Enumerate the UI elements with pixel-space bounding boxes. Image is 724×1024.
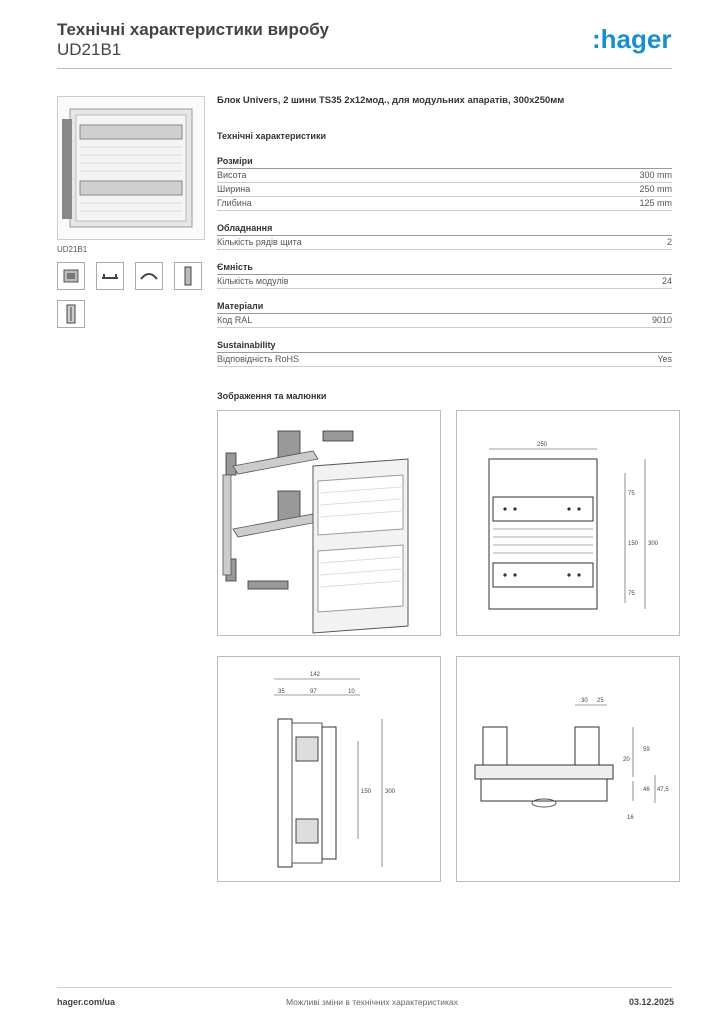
dim-height: 300 — [648, 541, 659, 547]
rail-drawing-icon — [457, 657, 679, 881]
hager-logo — [592, 24, 674, 56]
dim-b: 25 — [597, 698, 604, 704]
spec-row: Код RAL 9010 — [217, 314, 672, 328]
spec-row: Глибина 125 mm — [217, 197, 672, 211]
spec-row: Кількість рядів щита 2 — [217, 236, 672, 250]
side-profile-icon — [175, 263, 201, 289]
spec-row: Відповідність RoHS Yes — [217, 353, 672, 367]
footer-date: 03.12.2025 — [629, 997, 675, 1007]
depth-profile-icon — [58, 301, 84, 327]
dim-a: 35 — [278, 689, 285, 695]
spec-group-title: Розміри — [217, 156, 672, 169]
dim-depth: 142 — [310, 672, 321, 678]
spec-row: Кількість модулів 24 — [217, 275, 672, 289]
dim-height: 300 — [385, 789, 396, 795]
bracket-icon — [97, 263, 123, 289]
dim-mid: 150 — [361, 789, 372, 795]
page-title: Технічні характеристики виробу — [57, 20, 329, 39]
dim-c: 10 — [348, 689, 355, 695]
dim-h5: 16 — [627, 815, 634, 821]
footer-divider — [57, 987, 672, 988]
gallery-thumb-2[interactable] — [96, 262, 124, 290]
product-photo-icon — [58, 97, 204, 239]
spec-group-sustainability — [217, 340, 672, 367]
gallery-thumb-4[interactable] — [174, 262, 202, 290]
dim-h4: 47,5 — [657, 787, 669, 793]
product-code: UD21B1 — [57, 40, 122, 59]
dim-a: 30 — [581, 698, 588, 704]
logo-text: :hager — [592, 24, 672, 54]
side-drawing-icon — [218, 657, 440, 881]
thumb-caption: UD21B1 — [57, 245, 88, 254]
exploded-view-icon — [218, 411, 440, 635]
rail-icon — [58, 263, 84, 289]
gallery-thumb-1[interactable] — [57, 262, 85, 290]
dim-bottom: 75 — [628, 591, 635, 597]
dim-mid: 150 — [628, 541, 639, 547]
header-divider — [57, 68, 672, 69]
spec-row: Ширина 250 mm — [217, 183, 672, 197]
footer-website[interactable]: hager.com/ua — [57, 997, 116, 1007]
dim-width: 250 — [537, 442, 548, 448]
dim-h3: 46 — [643, 787, 650, 793]
front-drawing-image[interactable] — [456, 410, 680, 636]
spec-group-title: Обладнання — [217, 223, 672, 236]
images-heading: Зображення та малюнки — [217, 391, 327, 401]
specs-heading: Технічні характеристики — [217, 131, 326, 141]
rail-drawing-image[interactable] — [456, 656, 680, 882]
spec-group-title: Ємність — [217, 262, 672, 275]
gallery-thumb-5[interactable] — [57, 300, 85, 328]
footer-notice: Можливі зміни в технічних характеристиках — [286, 997, 458, 1007]
spec-group-materials — [217, 301, 672, 328]
front-drawing-icon — [457, 411, 679, 635]
spec-group-dimensions — [217, 156, 672, 211]
spec-row: Висота 300 mm — [217, 169, 672, 183]
side-drawing-image[interactable] — [217, 656, 441, 882]
dim-h1: 59 — [643, 747, 650, 753]
spec-group-title: Sustainability — [217, 340, 672, 353]
product-image[interactable] — [57, 96, 205, 240]
dim-b: 97 — [310, 689, 317, 695]
spec-group-title: Матеріали — [217, 301, 672, 314]
clip-icon — [136, 263, 162, 289]
dim-top: 75 — [628, 491, 635, 497]
product-description: Блок Univers, 2 шини TS35 2х12мод., для модульних апаратів, 300х250мм — [217, 95, 565, 106]
spec-group-capacity — [217, 262, 672, 289]
dim-h2: 20 — [623, 757, 630, 763]
gallery-thumb-3[interactable] — [135, 262, 163, 290]
exploded-view-image[interactable] — [217, 410, 441, 636]
spec-group-equipment — [217, 223, 672, 250]
